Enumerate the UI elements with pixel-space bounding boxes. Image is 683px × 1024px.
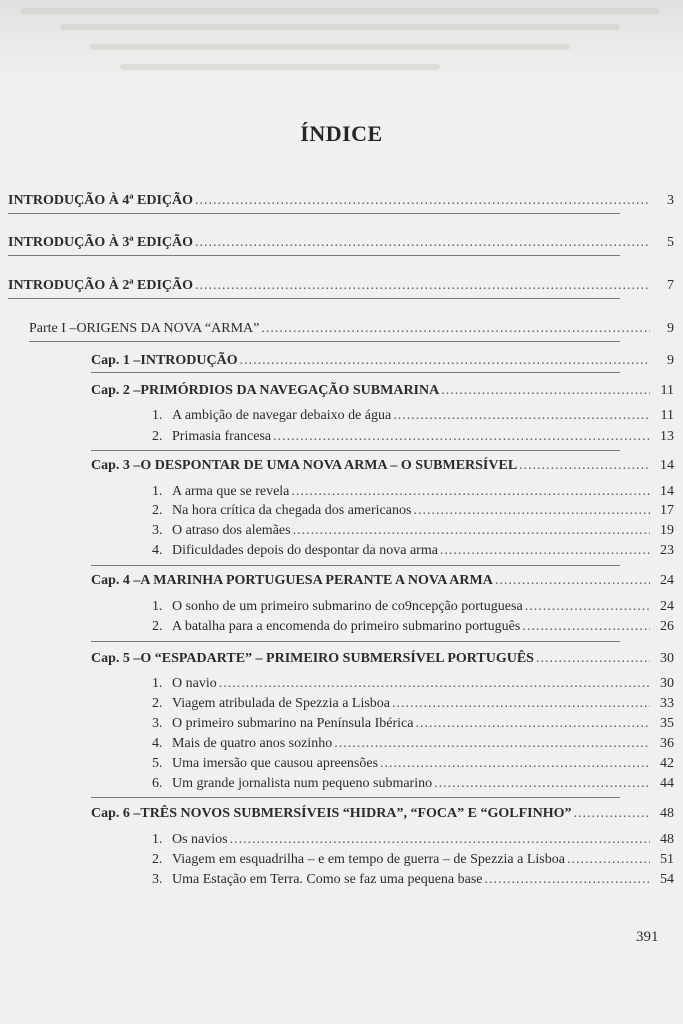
toc-subentry[interactable] xyxy=(152,500,674,522)
divider xyxy=(29,341,620,342)
toc-entry-label: INTRODUÇÃO À 3ª EDIÇÃO xyxy=(8,235,194,250)
toc-entry-intro-4[interactable] xyxy=(8,190,674,212)
toc-entry-chapter-6[interactable] xyxy=(91,803,674,825)
dot-leader xyxy=(393,405,650,427)
toc-entry-label: A arma que se revela xyxy=(172,484,290,499)
divider xyxy=(8,213,620,214)
toc-entry-page: 51 xyxy=(660,852,674,867)
toc-entry-page: 11 xyxy=(660,383,674,398)
toc-entry-chapter-4[interactable] xyxy=(91,570,674,592)
toc-entry-page: 54 xyxy=(660,872,674,887)
dot-leader xyxy=(273,426,650,448)
subentry-number: 3. xyxy=(152,716,163,731)
divider xyxy=(91,565,620,566)
dot-leader xyxy=(413,500,650,522)
toc-entry-page: 9 xyxy=(667,321,674,336)
toc-entry-label: Mais de quatro anos sozinho xyxy=(172,736,333,751)
toc-entry-label: Um grande jornalista num pequeno submarino xyxy=(172,776,433,791)
toc-subentry[interactable] xyxy=(152,405,674,427)
dot-leader xyxy=(195,275,650,297)
dot-leader xyxy=(519,455,650,477)
dot-leader xyxy=(536,648,650,670)
dot-leader xyxy=(219,673,650,695)
divider xyxy=(8,298,620,299)
toc-entry-page: 7 xyxy=(667,278,674,293)
subentry-number: 6. xyxy=(152,776,163,791)
toc-entry-page: 33 xyxy=(660,696,674,711)
toc-entry-label: O navio xyxy=(172,676,217,691)
divider xyxy=(8,255,620,256)
divider xyxy=(91,797,620,798)
subentry-number: 1. xyxy=(152,408,163,423)
toc-entry-label: O primeiro submarino na Península Ibérica xyxy=(172,716,414,731)
toc-entry-label: Uma Estação em Terra. Como se faz uma pequena base xyxy=(172,872,483,887)
toc-subentry[interactable] xyxy=(152,869,674,891)
toc-entry-page: 35 xyxy=(660,716,674,731)
dot-leader xyxy=(495,570,650,592)
divider xyxy=(91,372,620,373)
toc-entry-intro-2[interactable] xyxy=(8,275,674,297)
toc-entry-label: A MARINHA PORTUGUESA PERANTE A NOVA ARMA xyxy=(140,573,493,588)
subentry-number: 1. xyxy=(152,484,163,499)
toc-entry-chapter-2[interactable] xyxy=(91,380,674,402)
dot-leader xyxy=(567,849,650,871)
toc-entry-page: 24 xyxy=(660,599,674,614)
toc-entry-label: Uma imersão que causou apreensões xyxy=(172,756,379,771)
dot-leader xyxy=(525,596,650,618)
toc-subentry[interactable] xyxy=(152,773,674,795)
subentry-number: 4. xyxy=(152,543,163,558)
toc-entry-page: 42 xyxy=(660,756,674,771)
chapter-prefix: Cap. 1 – xyxy=(91,353,141,368)
divider xyxy=(91,641,620,642)
dot-leader xyxy=(261,318,650,340)
toc-entry-label: Primasia francesa xyxy=(172,429,272,444)
subentry-number: 2. xyxy=(152,503,163,518)
toc-entry-page: 24 xyxy=(660,573,674,588)
toc-entry-page: 14 xyxy=(660,458,674,473)
toc-entry-page: 19 xyxy=(660,523,674,538)
chapter-prefix: Cap. 3 – xyxy=(91,458,141,473)
toc-subentry[interactable] xyxy=(152,616,674,638)
toc-subentry[interactable] xyxy=(152,426,674,448)
toc-entry-label: INTRODUÇÃO À 4ª EDIÇÃO xyxy=(8,193,194,208)
toc-entry-label: PRIMÓRDIOS DA NAVEGAÇÃO SUBMARINA xyxy=(140,383,440,398)
page-title: ÍNDICE xyxy=(300,121,383,146)
toc-entry-label: A batalha para a encomenda do primeiro submarino português xyxy=(172,619,521,634)
toc-subentry[interactable] xyxy=(152,733,674,755)
toc-entry-page: 44 xyxy=(660,776,674,791)
toc-entry-label: O DESPONTAR DE UMA NOVA ARMA – O SUBMERSÍVEL xyxy=(140,458,518,473)
chapter-prefix: Cap. 4 – xyxy=(91,573,141,588)
toc-entry-page: 11 xyxy=(660,408,674,423)
toc-entry-label: A ambição de navegar debaixo de água xyxy=(172,408,392,423)
toc-entry-page: 26 xyxy=(660,619,674,634)
dot-leader xyxy=(441,380,650,402)
dot-leader xyxy=(434,773,650,795)
toc-entry-page: 23 xyxy=(660,543,674,558)
subentry-number: 1. xyxy=(152,676,163,691)
toc-entry-page: 48 xyxy=(660,832,674,847)
toc-entry-page: 9 xyxy=(667,353,674,368)
toc-subentry[interactable] xyxy=(152,520,674,542)
toc-entry-page: 17 xyxy=(660,503,674,518)
toc-entry-label: Viagem em esquadrilha – e em tempo de guerra – de Spezzia a Lisboa xyxy=(172,852,565,867)
chapter-prefix: Cap. 6 – xyxy=(91,806,141,821)
dot-leader xyxy=(240,350,650,372)
dot-leader xyxy=(195,232,650,254)
subentry-number: 4. xyxy=(152,736,163,751)
toc-entry-page: 3 xyxy=(667,193,674,208)
toc-entry-chapter-3[interactable] xyxy=(91,455,674,477)
toc-entry-label: Viagem atribulada de Spezzia a Lisboa xyxy=(172,696,391,711)
toc-entry-label: ORIGENS DA NOVA “ARMA” xyxy=(76,321,260,336)
toc-entry-label: TRÊS NOVOS SUBMERSÍVEIS “HIDRA”, “FOCA” E “GOLFINHO” xyxy=(140,806,572,821)
dot-leader xyxy=(195,190,650,212)
toc-entry-label: O sonho de um primeiro submarino de co9ncepção portuguesa xyxy=(172,599,523,614)
toc-entry-page: 30 xyxy=(660,651,674,666)
page-number: 391 xyxy=(636,929,659,945)
subentry-number: 1. xyxy=(152,832,163,847)
dot-leader xyxy=(485,869,650,891)
subentry-number: 2. xyxy=(152,696,163,711)
toc-entry-page: 48 xyxy=(660,806,674,821)
subentry-number: 2. xyxy=(152,429,163,444)
subentry-number: 5. xyxy=(152,756,163,771)
chapter-prefix: Cap. 2 – xyxy=(91,383,141,398)
toc-entry-label: Dificuldades depois do despontar da nova arma xyxy=(172,543,438,558)
toc-subentry[interactable] xyxy=(152,693,674,715)
toc-entry-label: INTRODUÇÃO xyxy=(140,353,238,368)
toc-entry-page: 30 xyxy=(660,676,674,691)
dot-leader xyxy=(293,520,650,542)
toc-subentry[interactable] xyxy=(152,540,674,562)
toc-entry-label: O “ESPADARTE” – PRIMEIRO SUBMERSÍVEL PORTUGUÊS xyxy=(140,651,534,666)
part-prefix: Parte I – xyxy=(29,321,77,336)
dot-leader xyxy=(522,616,650,638)
toc-subentry[interactable] xyxy=(152,829,674,851)
toc-entry-page: 5 xyxy=(667,235,674,250)
subentry-number: 1. xyxy=(152,599,163,614)
dot-leader xyxy=(440,540,650,562)
toc-entry-part-1[interactable] xyxy=(29,318,674,340)
dot-leader xyxy=(415,713,650,735)
toc-subentry[interactable] xyxy=(152,596,674,618)
toc-entry-label: INTRODUÇÃO À 2ª EDIÇÃO xyxy=(8,278,194,293)
toc-entry-label: Na hora crítica da chegada dos americanos xyxy=(172,503,412,518)
toc-subentry[interactable] xyxy=(152,849,674,871)
subentry-number: 3. xyxy=(152,523,163,538)
toc-entry-chapter-1[interactable] xyxy=(91,350,674,372)
toc-entry-chapter-5[interactable] xyxy=(91,648,674,670)
toc-entry-page: 13 xyxy=(660,429,674,444)
toc-entry-page: 36 xyxy=(660,736,674,751)
toc-entry-page: 14 xyxy=(660,484,674,499)
toc-subentry[interactable] xyxy=(152,753,674,775)
dot-leader xyxy=(380,753,650,775)
dot-leader xyxy=(334,733,650,755)
toc-entry-label: O atraso dos alemães xyxy=(172,523,291,538)
dot-leader xyxy=(573,803,650,825)
subentry-number: 3. xyxy=(152,872,163,887)
chapter-prefix: Cap. 5 – xyxy=(91,651,141,666)
toc-subentry[interactable] xyxy=(152,673,674,695)
toc-entry-label: Os navios xyxy=(172,832,228,847)
divider xyxy=(91,450,620,451)
subentry-number: 2. xyxy=(152,619,163,634)
toc-subentry[interactable] xyxy=(152,713,674,735)
dot-leader xyxy=(230,829,650,851)
subentry-number: 2. xyxy=(152,852,163,867)
toc-entry-intro-3[interactable] xyxy=(8,232,674,254)
dot-leader xyxy=(392,693,650,715)
